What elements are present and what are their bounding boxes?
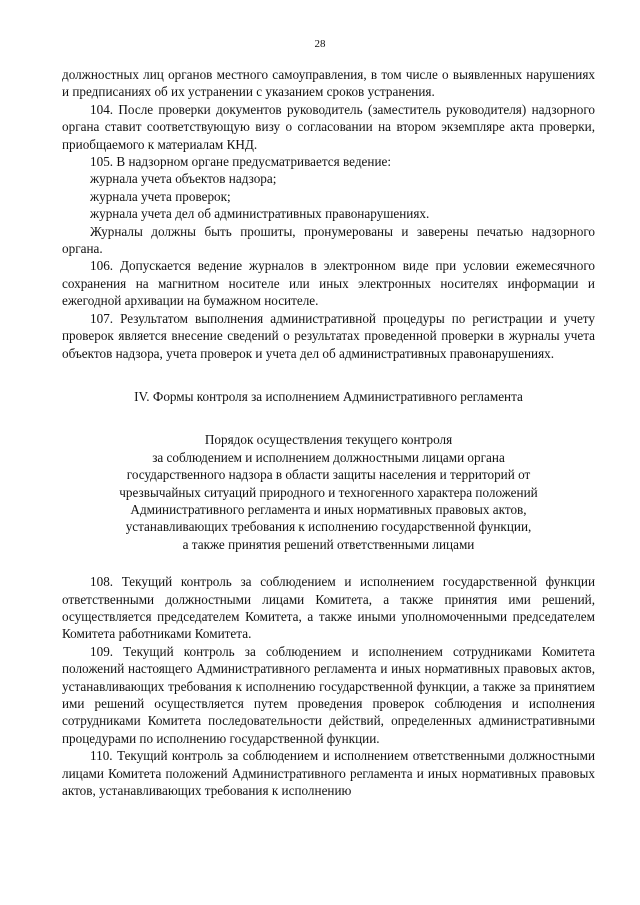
list-item-journal-objects: журнала учета объектов надзора; <box>90 171 277 187</box>
page-number: 28 <box>314 38 326 50</box>
paragraph-106: 106. Допускается ведение журналов в электронном виде при условии ежемесячного сохранения на магнитном носителе или иных электронных носителях информации и ежегодной архивации на бумажном носителе. <box>62 258 595 309</box>
paragraph-105: 105. В надзорном органе предусматривается ведение: <box>90 154 392 170</box>
paragraph-109: 109. Текущий контроль за соблюдением и исполнением сотрудниками Комитета положений настоящего Административного регламента и иных нормативных правовых актов, устанавливающих требования к исполнению государственной функции, а также за принятием ими решений осуществляется путем проведения проверок соблюдения и исполнения сотрудниками Комитета последовательности действий, определенных административными процедурами по исполнению государственной функции. <box>62 643 595 746</box>
subsection-line: Административного регламента и иных нормативных правовых актов, <box>130 501 527 517</box>
paragraph-108: 108. Текущий контроль за соблюдением и исполнением государственной функции ответственными должностными лицами Комитета, а также принятия ими решений, осуществляется председателем Комитета, а также иными уполномоченными председателем Комитета работниками Комитета. <box>62 574 595 642</box>
paragraph-104: 104. После проверки документов руководитель (заместитель руководителя) надзорного органа ставит соответствующую визу о согласовании на втором экземпляре акта проверки, приобщаемого к материалам КНД. <box>62 101 595 152</box>
paragraph-107: 107. Результатом выполнения административной процедуры по регистрации и учету проверок является внесение сведений о результатах проведенной проверки в журналы учета объектов надзора, учета проверок и учета дел об административных правонарушениях. <box>62 310 595 361</box>
document-body <box>62 66 595 799</box>
subsection-line: за соблюдением и исполнением должностными лицами органа <box>152 449 505 465</box>
subsection-line: а также принятия решений ответственными лицами <box>182 536 475 552</box>
paragraph-110: 110. Текущий контроль за соблюдением и исполнением ответственными должностными лицами Комитета положений Административного регламента и иных нормативных правовых актов, устанавливающих требования к исполнению <box>62 748 595 799</box>
paragraph-intro: должностных лиц органов местного самоуправления, в том числе о выявленных нарушениях и предписаниях об их устранении с указанием сроков устранения. <box>62 67 595 100</box>
section-title: IV. Формы контроля за исполнением Административного регламента <box>134 388 523 404</box>
subsection-line: Порядок осуществления текущего контроля <box>204 432 453 448</box>
subsection-line: чрезвычайных ситуаций природного и техногенного характера положений <box>119 484 538 500</box>
paragraph-journals-note: Журналы должны быть прошиты, пронумерованы и заверены печатью надзорного органа. <box>62 223 595 257</box>
list-item-journal-inspections: журнала учета проверок; <box>90 188 231 204</box>
subsection-line: устанавливающих требования к исполнению государственной функции, <box>125 519 532 535</box>
list-item-journal-offenses: журнала учета дел об административных правонарушениях. <box>90 206 430 222</box>
subsection-line: государственного надзора в области защиты населения и территорий от <box>126 467 531 483</box>
subsection-title <box>62 431 595 553</box>
